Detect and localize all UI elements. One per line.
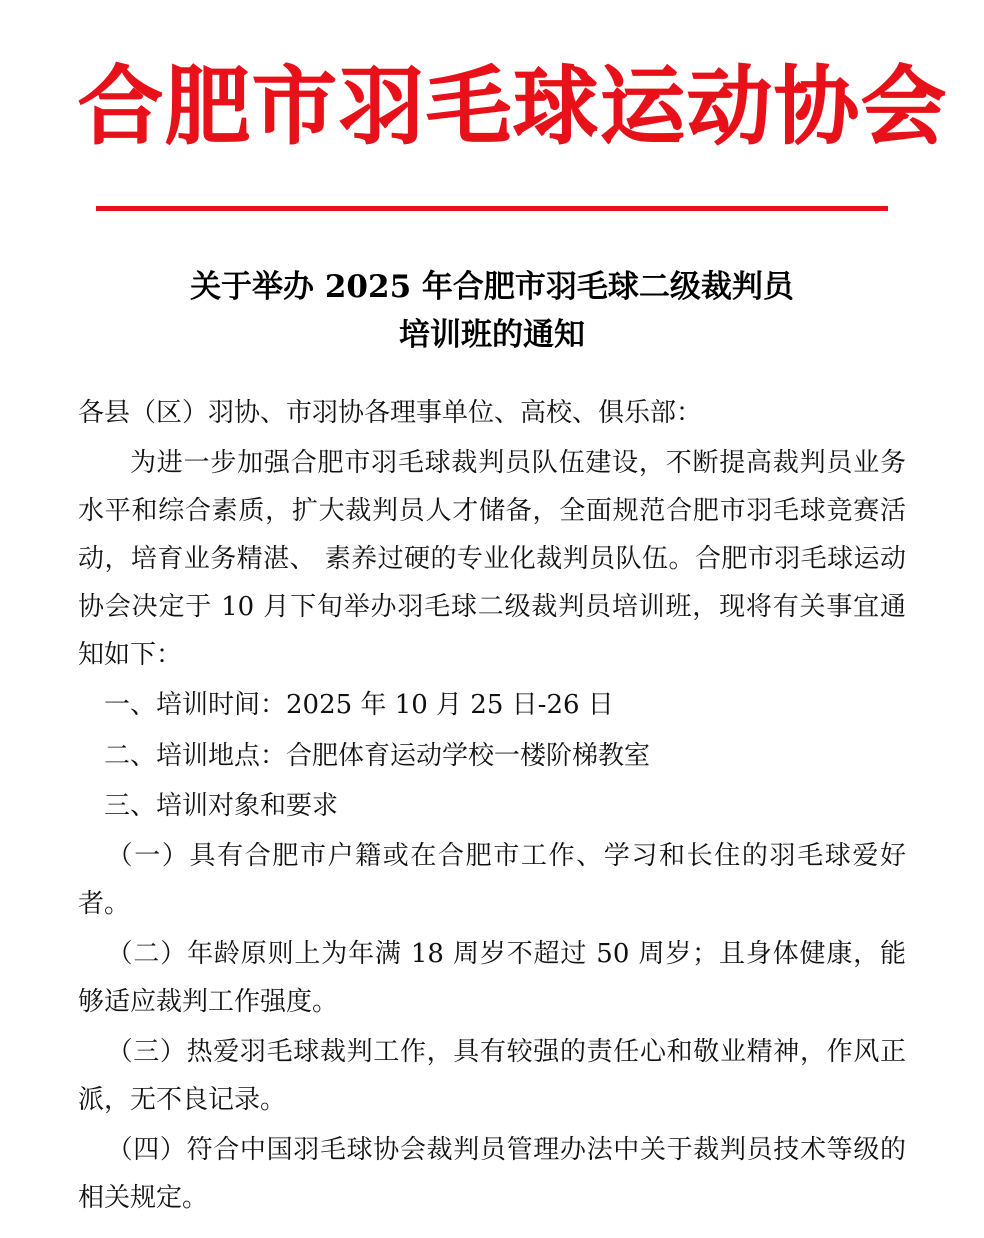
document-body — [78, 389, 906, 1223]
paragraph-item-3-sub-4: （四）符合中国羽毛球协会裁判员管理办法中关于裁判员技术等级的相关规定。 — [78, 1135, 906, 1214]
paragraph-addressee: 各县（区）羽协、市羽协各理事单位、高校、俱乐部： — [78, 397, 703, 428]
page-title-line-1: 关于举办 2025 年合肥市羽毛球二级裁判员 — [190, 268, 794, 305]
paragraph-item-3-sub-1: （一）具有合肥市户籍或在合肥市工作、学习和长住的羽毛球爱好者。 — [78, 840, 906, 919]
organization-title: 合肥市羽毛球运动协会 — [78, 58, 949, 157]
paragraph-item-2-location: 二、培训地点：合肥体育运动学校一楼阶梯教室 — [104, 740, 651, 771]
paragraph-item-3-sub-2: （二）年龄原则上为年满 18 周岁不超过 50 周岁；且身体健康，能够适应裁判工作强度。 — [78, 938, 906, 1018]
paragraph-preamble: 为进一步加强合肥市羽毛球裁判员队伍建设，不断提高裁判员业务水平和综合素质，扩大裁判员人才储备，全面规范合肥市羽毛球竞赛活动，培育业务精湛、 素养过硬的专业化裁判员队伍。合肥市羽毛球运动协会决定于 10 月下旬举办羽毛球二级裁判员培训班，现将有关事宜通知如下： — [78, 447, 906, 671]
paragraph-item-3-sub-3: （三）热爱羽毛球裁判工作，具有较强的责任心和敬业精神，作风正派，无不良记录。 — [78, 1037, 906, 1116]
letterhead — [78, 0, 949, 211]
page-title-line-2: 培训班的通知 — [399, 316, 585, 353]
page-title — [132, 263, 852, 359]
paragraph-item-1-time: 一、培训时间：2025 年 10 月 25 日-26 日 — [104, 690, 614, 721]
paragraph-item-3-heading: 三、培训对象和要求 — [104, 790, 339, 821]
letterhead-divider — [96, 206, 888, 211]
